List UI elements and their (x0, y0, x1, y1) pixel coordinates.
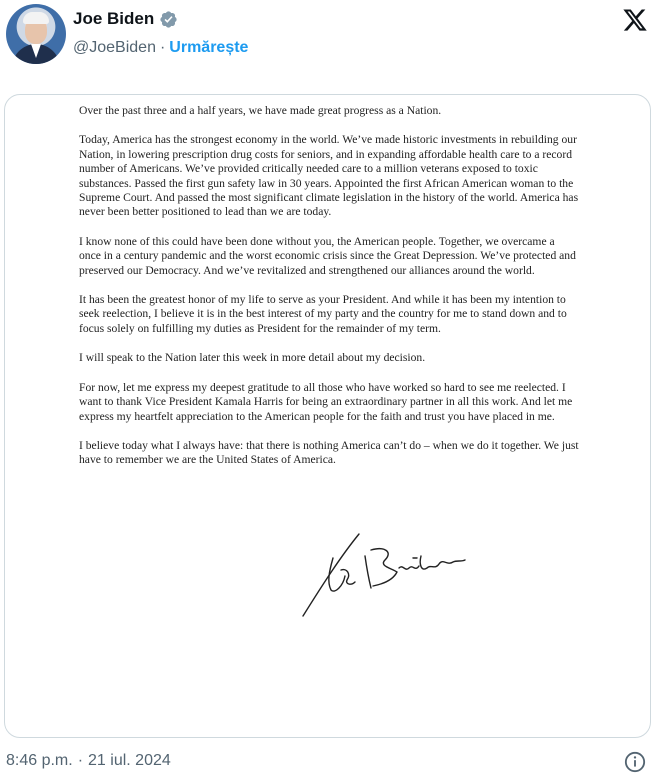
tweet-time: 8:46 p.m. (6, 752, 73, 769)
author-handle-row (73, 39, 248, 57)
letter-paragraph: It has been the greatest honor of my life to serve as your President. And while it has been my intention to seek reelection, I believe it is in the best interest of my party and the country for me to stand down and to focus solely on fulfilling my duties as President for the remainder of my term. (79, 293, 567, 335)
letter-image[interactable] (4, 94, 651, 738)
letter-paragraph: For now, let me express my deepest gratitude to all those who have worked so hard to see me reelected. I want to thank Vice President Kamala Harris for being an extraordinary partner in all this work. And let me express my heartfelt appreciation to the American people for the faith and trust you have placed in me. (79, 380, 573, 423)
handle-separator: · (159, 39, 166, 56)
letter-paragraph: Today, America has the strongest economy in the world. We’ve made historic investments in rebuilding our Nation, in lowering prescription drug costs for seniors, and in expanding affordable health care to a record number of Americans. We’ve provided critically needed care to a million veterans exposed to toxic substances. Passed the first gun safety law in 30 years. Appointed the first African American woman to the Supreme Court. And passed the most significant climate legislation in the history of the world. America has never been better positioned to lead than we are today. (79, 133, 579, 219)
verified-badge-icon (159, 10, 178, 29)
author-handle[interactable]: @JoeBiden (73, 39, 156, 56)
info-icon[interactable] (624, 751, 646, 773)
letter-body (79, 104, 579, 483)
letter-paragraph: I believe today what I always have: that there is nothing America can’t do – when we do it together. We just have to remember we are the United States of America. (79, 438, 579, 467)
author-name[interactable]: Joe Biden (73, 9, 155, 28)
signature (293, 528, 473, 618)
tweet-date: 21 iul. 2024 (88, 752, 171, 769)
letter-paragraph: I know none of this could have been done without you, the American people. Together, we overcame a once in a century pandemic and the worst economic crisis since the Great Depression. We’ve protected and preserved our Democracy. And we’ve revitalized and strengthened our alliances around the world. (79, 234, 576, 277)
avatar[interactable] (6, 4, 66, 64)
letter-paragraph: I will speak to the Nation later this week in more detail about my decision. (79, 351, 426, 365)
author-name-row (73, 9, 178, 29)
timestamp-separator: · (77, 752, 84, 769)
follow-button[interactable]: Urmărește (169, 39, 249, 56)
x-logo-icon[interactable] (621, 7, 649, 33)
tweet-timestamp[interactable] (6, 752, 171, 770)
tweet-header (0, 0, 653, 72)
letter-paragraph: Over the past three and a half years, we have made great progress as a Nation. (79, 104, 442, 117)
